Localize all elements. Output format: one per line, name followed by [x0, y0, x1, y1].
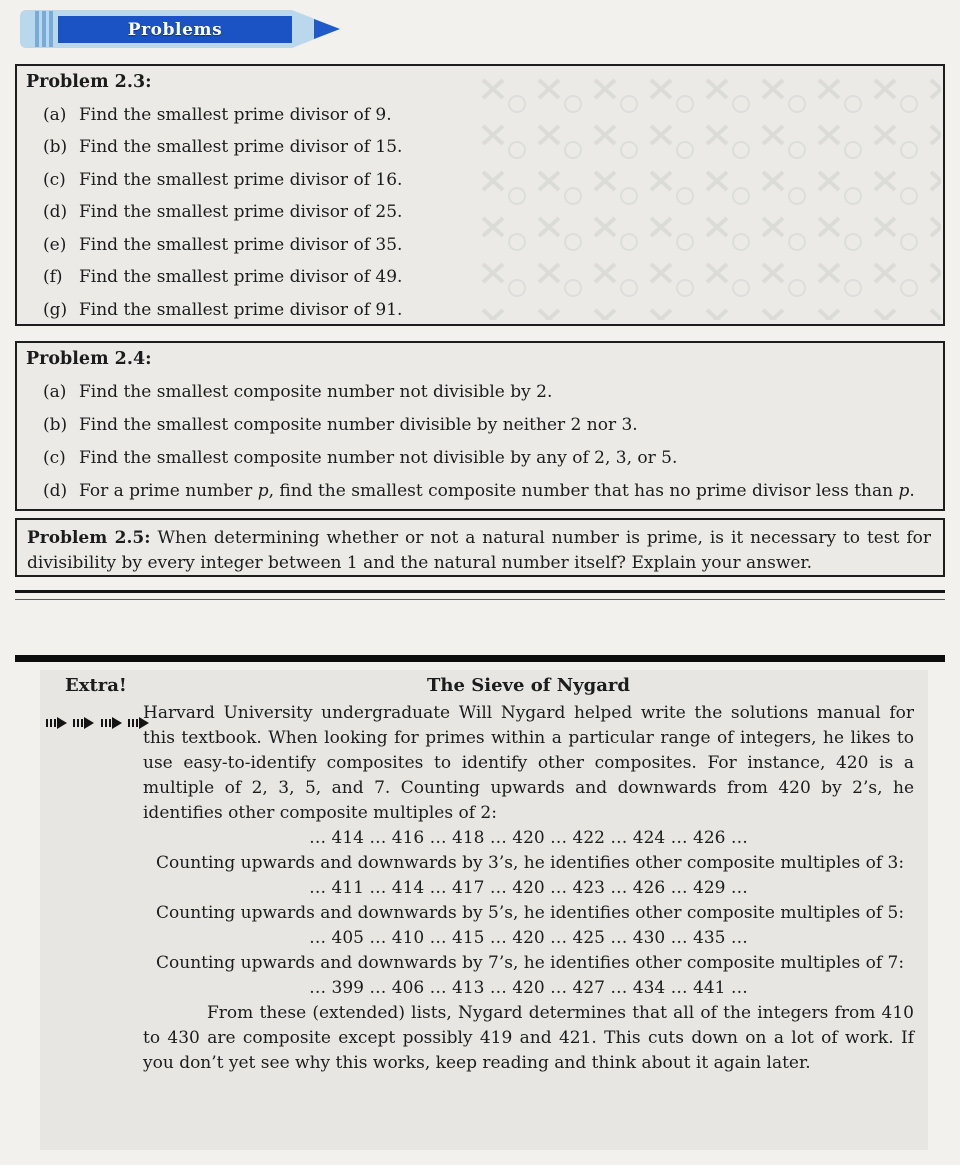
problem-statement	[27, 526, 931, 576]
part-text: Find the smallest prime divisor of 9.	[79, 104, 392, 125]
part-label: (g)	[43, 299, 68, 320]
part-text: Find the smallest prime divisor of 15.	[79, 137, 403, 157]
number-line-multiples-of-3: … 411 … 414 … 417 … 420 … 423 … 426 … 429 …	[309, 878, 748, 898]
part-label: (c)	[43, 169, 66, 190]
part-label: (f)	[43, 267, 63, 287]
number-line-multiples-of-2: … 414 … 416 … 418 … 420 … 422 … 424 … 426 …	[309, 828, 748, 848]
banner-label: Problems	[127, 19, 223, 40]
problem-part	[43, 137, 943, 158]
part-label: (d)	[43, 481, 68, 501]
problem-part	[43, 382, 943, 403]
extra-intro-paragraph: Harvard University undergraduate Will Nygard helped write the solutions manual for this textbook. When looking for primes within a particular range of integers, he likes to use easy-to-identify composites to identify other composites. For instance, 420 is a multiple of 2, 3, 5, and 7. Counting upwards and downwards from 420 by 2’s, he identifies other composite multiples of 2:	[143, 703, 914, 823]
part-text: Find the smallest composite number not divisible by any of 2, 3, or 5.	[79, 448, 678, 468]
problem-part	[43, 267, 943, 288]
part-text: Find the smallest composite number divisible by neither 2 nor 3.	[79, 415, 638, 435]
problem-title: Problem 2.5:	[27, 528, 151, 548]
counting-by-3-line: Counting upwards and downwards by 3’s, he identifies other composite multiples of 3:	[156, 853, 905, 873]
part-label: (d)	[43, 202, 68, 222]
section-divider-thin-rule	[15, 599, 945, 600]
part-text: Find the smallest prime divisor of 25.	[79, 202, 403, 222]
part-label: (b)	[43, 137, 68, 157]
problem-part	[43, 481, 943, 502]
extra-section	[40, 670, 928, 1150]
part-label: (e)	[43, 234, 67, 255]
problem-part	[43, 202, 943, 223]
problem-part	[43, 170, 943, 191]
problem-title: Problem 2.3:	[26, 72, 152, 92]
pencil-stripe	[49, 11, 53, 47]
problem-2-3-box	[15, 64, 945, 326]
problem-part	[43, 448, 943, 469]
part-text: Find the smallest prime divisor of 35.	[79, 234, 403, 255]
dashed-arrow-right-icon	[73, 717, 94, 729]
number-line-multiples-of-5: … 405 … 410 … 415 … 420 … 425 … 430 … 435 …	[309, 928, 748, 948]
part-text: Find the smallest composite number not divisible by 2.	[79, 382, 553, 402]
number-line-multiples-of-7: … 399 … 406 … 413 … 420 … 427 … 434 … 441 …	[309, 978, 748, 998]
problem-2-5-box	[15, 518, 945, 577]
pencil-stripe	[42, 11, 46, 47]
part-label: (a)	[43, 104, 67, 125]
dashed-arrow-right-icons	[46, 710, 150, 735]
extra-body	[143, 701, 914, 1076]
part-label: (b)	[43, 415, 68, 435]
problems-banner	[20, 10, 325, 48]
part-text: Find the smallest prime divisor of 16.	[79, 169, 403, 190]
pencil-tip-point	[314, 19, 340, 39]
problem-part	[43, 300, 943, 321]
part-text: For a prime number p, find the smallest composite number that has no prime divisor less than p.	[79, 481, 915, 501]
pencil-stripe	[35, 11, 39, 47]
part-label: (c)	[43, 448, 66, 468]
extra-header	[65, 675, 914, 701]
problem-part	[43, 235, 943, 256]
extra-closing-paragraph: From these (extended) lists, Nygard determines that all of the integers from 410 to 430 are composite except possibly 419 and 421. This cuts down on a lot of work. If you don’t yet see why this works, keep reading and think about it again later.	[143, 1003, 914, 1073]
dashed-arrow-right-icon	[128, 717, 149, 729]
section-divider-thick-rule	[15, 590, 945, 593]
part-label: (a)	[43, 382, 67, 402]
problem-2-4-box	[15, 341, 945, 511]
part-text: Find the smallest prime divisor of 91.	[79, 299, 403, 320]
problem-text: When determining whether or not a natural number is prime, is it necessary to test for divisibility by every integer between 1 and the natural number itself? Explain your answer.	[27, 528, 932, 573]
problem-title: Problem 2.4:	[26, 349, 152, 369]
extra-title: The Sieve of Nygard	[427, 675, 630, 696]
banner-label-bar	[58, 16, 292, 43]
part-text: Find the smallest prime divisor of 49.	[79, 267, 403, 287]
dashed-arrow-right-icon	[46, 717, 67, 729]
counting-by-5-line: Counting upwards and downwards by 5’s, he identifies other composite multiples of 5:	[156, 903, 905, 923]
extra-label: Extra!	[65, 675, 127, 696]
dashed-arrow-right-icon	[101, 717, 122, 729]
problem-part	[43, 105, 943, 126]
extra-section-top-rule	[15, 655, 945, 662]
counting-by-7-line: Counting upwards and downwards by 7’s, he identifies other composite multiples of 7:	[156, 953, 905, 973]
problem-part	[43, 415, 943, 436]
